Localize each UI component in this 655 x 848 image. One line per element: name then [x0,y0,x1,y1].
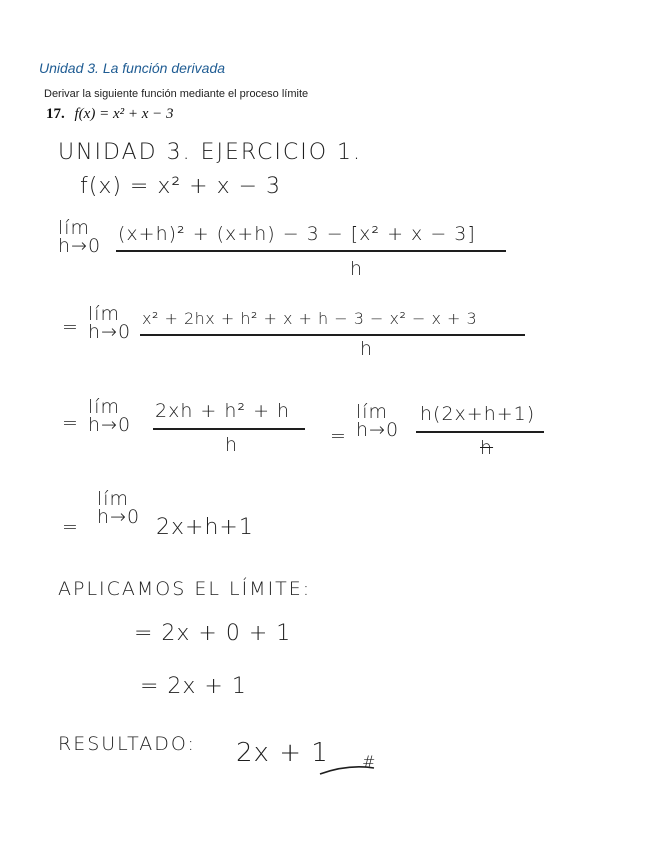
problem-expression: f(x) = x² + x − 3 [74,106,174,122]
step4-lim-top: lím [97,488,130,510]
step3-denominator-2: h [480,437,494,459]
apply-line-1: = 2x + 0 + 1 [134,621,292,646]
step3-limit [88,398,131,434]
handwritten-heading: UNIDAD 3. EJERCICIO 1. [58,140,363,165]
step3-equals: = [62,412,79,434]
step3-lim-bottom: h→0 [88,414,132,436]
step4-lim-bottom: h→0 [97,506,141,528]
step2-limit [88,305,131,341]
step3-lim-top: lím [88,396,121,418]
step2-equals: = [62,316,79,338]
step2-numerator: x² + 2hx + h² + x + h − 3 − x² − x + 3 [142,309,478,328]
step4-equals: = [62,516,79,538]
instruction-text: Derivar la siguiente función mediante el proceso límite [44,88,309,100]
result-mark: # [362,752,377,771]
step3-limit-2 [356,403,399,439]
step3-equals-2: = [330,425,347,447]
step3-lim2-top: lím [356,401,389,423]
step1-lim-bottom: h→0 [58,235,102,257]
unit-title: Unidad 3. La función derivada [39,60,226,76]
step3-denominator: h [225,434,239,456]
apply-limit-label: APLICAMOS EL LÍMITE: [58,578,312,600]
problem-statement [46,106,174,123]
result-underline [318,762,378,778]
step2-lim-top: lím [88,303,121,325]
step1-lim-top: lím [58,217,91,239]
step3-fraction-bar-2 [416,431,544,433]
step1-fraction-bar [116,250,506,252]
problem-number: 17. [46,106,65,122]
step2-denominator: h [360,338,374,360]
step3-lim2-bottom: h→0 [356,419,400,441]
step1-denominator: h [350,258,364,280]
step1-limit [58,219,101,255]
apply-line-2: = 2x + 1 [140,674,247,699]
step1-numerator: (x+h)² + (x+h) − 3 − [x² + x − 3] [118,223,476,245]
result-label: RESULTADO: [58,733,196,755]
handwritten-function: f(x) = x² + x − 3 [80,174,282,199]
step3-numerator-2: h(2x+h+1) [420,403,536,425]
step3-numerator: 2xh + h² + h [155,400,291,422]
step2-lim-bottom: h→0 [88,321,132,343]
step4-limit [97,490,140,526]
result-value: 2x + 1 [236,738,329,768]
step4-expression: 2x+h+1 [156,515,254,540]
step3-fraction-bar [153,428,305,430]
step2-fraction-bar [140,334,525,336]
